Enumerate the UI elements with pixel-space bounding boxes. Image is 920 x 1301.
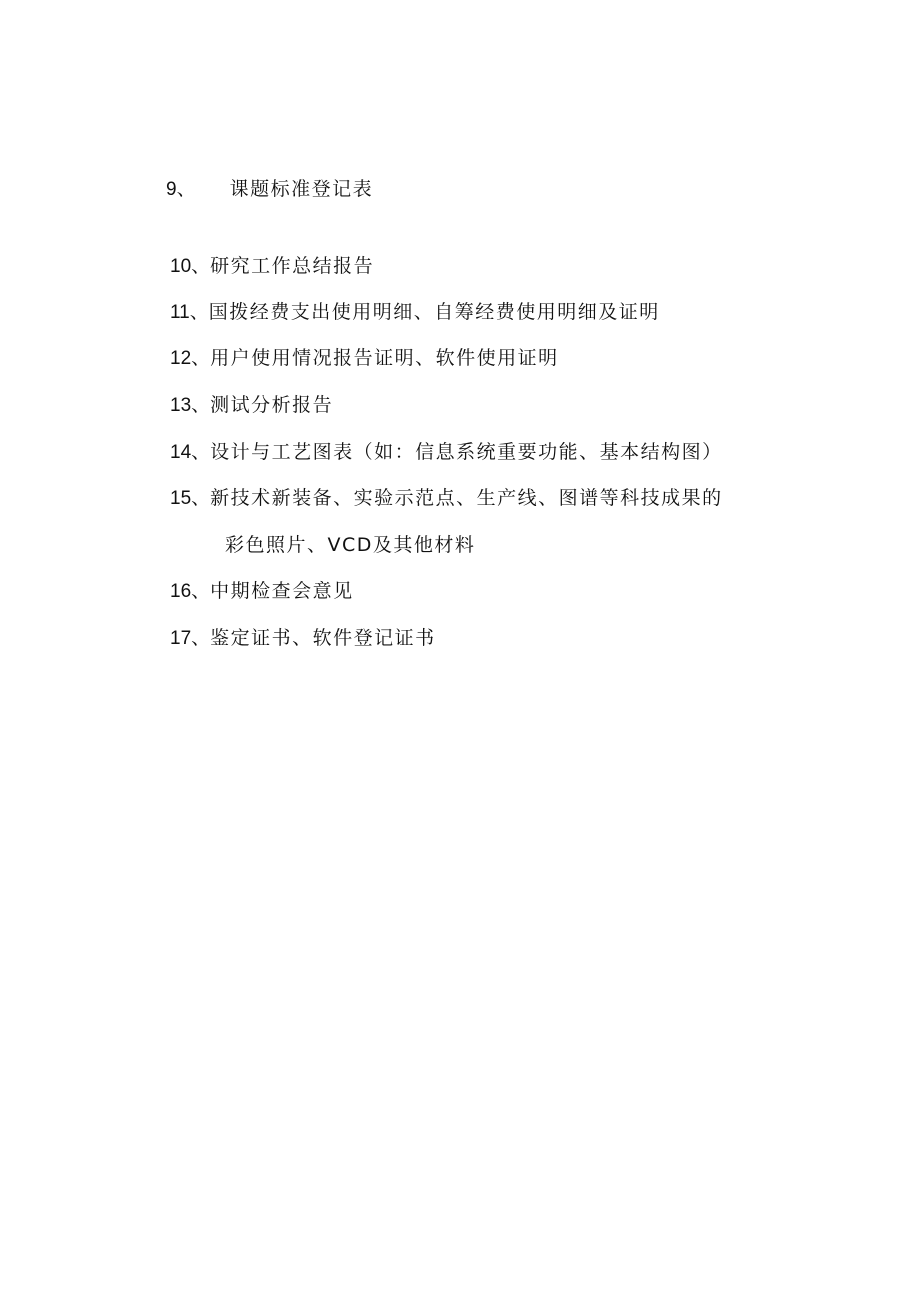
list-item <box>170 393 333 418</box>
list-item <box>170 486 723 511</box>
item-text: 中期检查会意见 <box>210 580 354 602</box>
item-text: 鉴定证书、软件登记证书 <box>210 627 436 649</box>
list-item <box>170 254 374 279</box>
item-text: 用户使用情况报告证明、软件使用证明 <box>210 347 559 369</box>
item-number: 11、 <box>170 302 209 323</box>
list-item-continuation <box>225 533 475 557</box>
list-item <box>170 440 723 465</box>
item-number: 9、 <box>166 179 196 200</box>
item-text: 设计与工艺图表（如：信息系统重要功能、基本结构图） <box>210 441 723 463</box>
item-text: 研究工作总结报告 <box>210 255 375 277</box>
list-item <box>170 346 559 371</box>
item-number: 15、 <box>170 488 211 509</box>
item-number: 14、 <box>170 442 211 463</box>
item-text: 课题标准登记表 <box>229 178 374 200</box>
item-text: 国拨经费支出使用明细、自筹经费使用明细及证明 <box>208 301 660 323</box>
item-text: 测试分析报告 <box>210 394 334 416</box>
item-number: 16、 <box>170 581 211 602</box>
item-number: 12、 <box>170 348 211 369</box>
list-item <box>170 626 436 651</box>
item-number: 10、 <box>170 256 211 277</box>
item-number: 17、 <box>170 628 211 649</box>
list-item <box>170 579 354 604</box>
item-text-continuation: 彩色照片、VCD及其他材料 <box>225 534 476 556</box>
list-item <box>166 177 373 202</box>
item-text: 新技术新装备、实验示范点、生产线、图谱等科技成果的 <box>210 487 723 509</box>
item-number: 13、 <box>170 395 211 416</box>
list-item <box>170 300 660 325</box>
